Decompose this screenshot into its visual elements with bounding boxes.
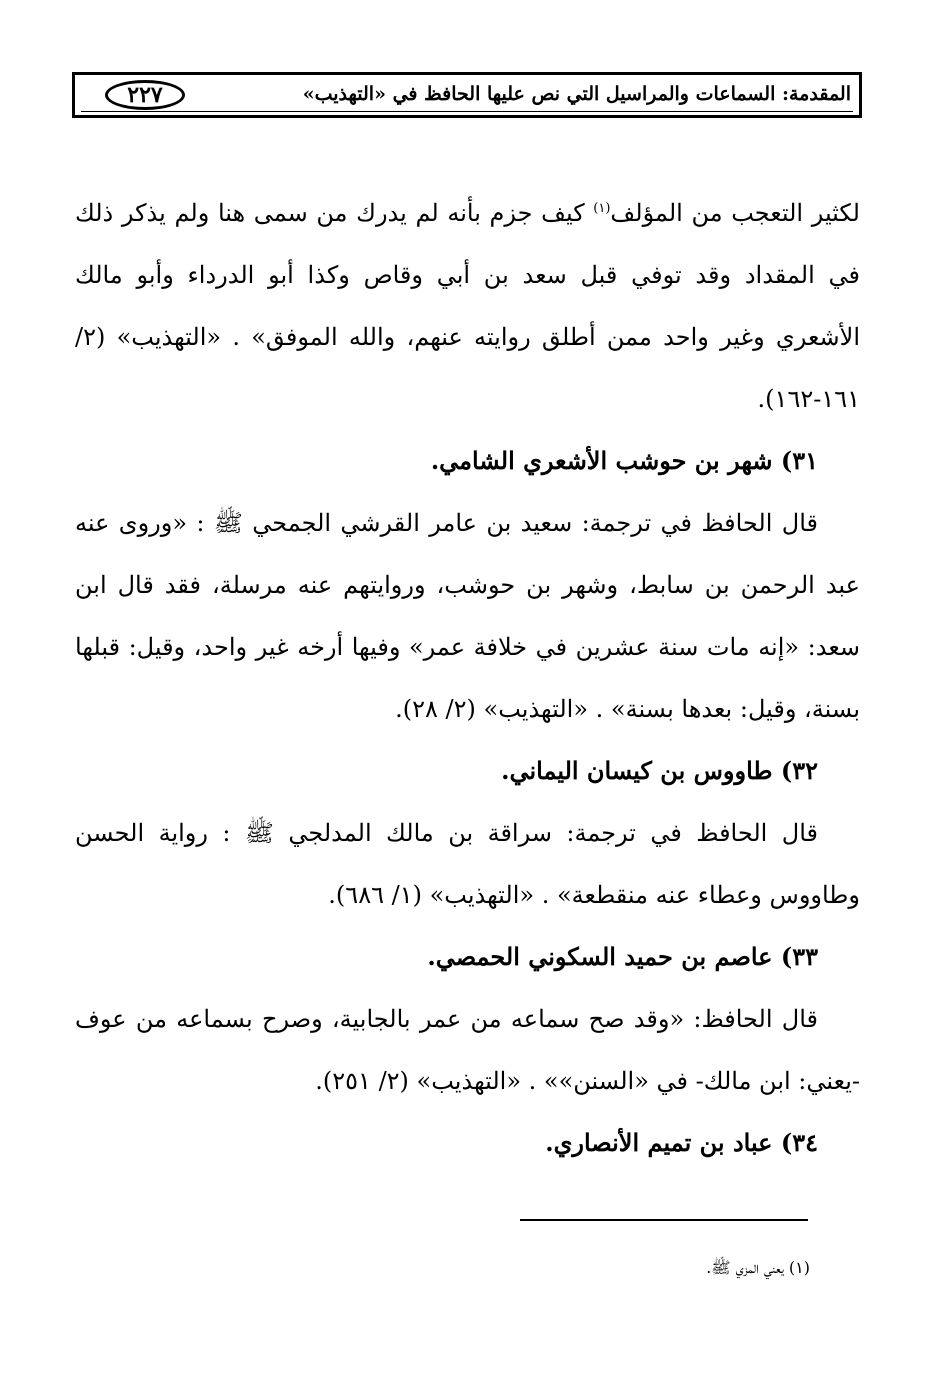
section-heading-34: ٣٤) عباد بن تميم الأنصاري. (545, 1128, 818, 1157)
running-title: المقدمة: السماعات والمراسيل التي نص عليها الحافظ في «التهذيب» (302, 83, 851, 105)
footnote: (١) يعني المزي ﷺ. (706, 1258, 810, 1277)
section-heading-31: ٣١) شهر بن حوشب الأشعري الشامي. (430, 446, 818, 475)
body-text (75, 182, 860, 1174)
paragraph-text: لكثير التعجب من المؤلف (610, 199, 860, 227)
page-header (72, 72, 862, 118)
section-heading-32: ٣٢) طاووس بن كيسان اليماني. (501, 756, 818, 785)
section-heading-33: ٣٣) عاصم بن حميد السكوني الحمصي. (427, 942, 818, 971)
paragraph-text-rest: كيف جزم بأنه لم يدرك من سمى هنا ولم يذكر ذلك في المقداد وقد توفي قبل سعد بن أبي وقاص وكذا أبو الدرداء وأبو مالك الأشعري وغير واحد ممن أطلق روايته عنهم، والله الموفق» . «التهذيب» (٢/ ١٦١-١٦٢). (75, 199, 861, 413)
page-number: ٢٢٧ (105, 80, 185, 110)
paragraph-33: قال الحافظ: «وقد صح سماعه من عمر بالجابية، وصرح بسماعه من عوف -يعني: ابن مالك- في «السنن»» . «التهذيب» (٢/ ٢٥١). (75, 1005, 860, 1095)
paragraph-32: قال الحافظ في ترجمة: سراقة بن مالك المدلجي ﷺ : رواية الحسن وطاووس وعطاء عنه منقطعة» . «التهذيب» (١/ ٦٨٦). (75, 819, 860, 909)
footnote-marker: (١) (593, 201, 611, 216)
paragraph-continuation (75, 182, 860, 430)
paragraph-31: قال الحافظ في ترجمة: سعيد بن عامر القرشي الجمحي ﷺ : «وروى عنه عبد الرحمن بن سابط، وشهر بن حوشب، وروايتهم عنه مرسلة، فقد قال ابن سعد: «إنه مات سنة عشرين في خلافة عمر» وفيها أرخه غير واحد، وقيل: قبلها بسنة، وقيل: بعدها بسنة» . «التهذيب» (٢/ ٢٨). (75, 509, 861, 723)
header-rule (81, 111, 853, 112)
footnote-separator (520, 1219, 808, 1221)
